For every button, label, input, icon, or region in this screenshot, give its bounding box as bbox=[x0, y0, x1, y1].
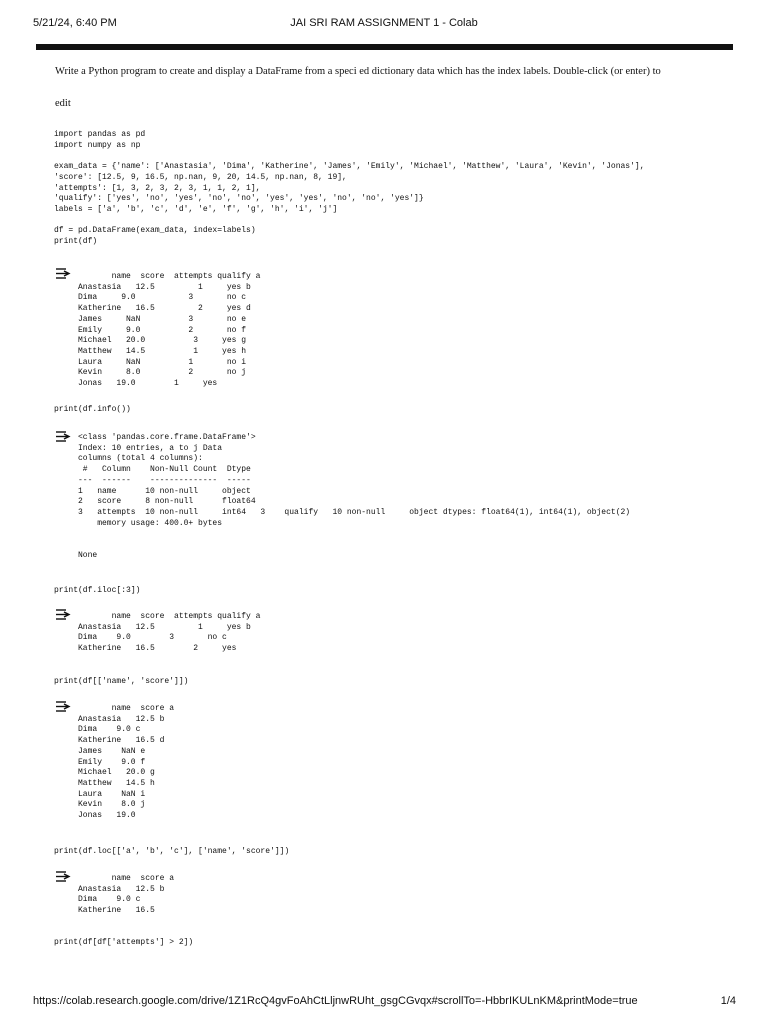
output-toggle-icon[interactable] bbox=[55, 870, 72, 883]
output-info: <class 'pandas.core.frame.DataFrame'> Index: 10 entries, a to j Data columns (total 4 columns): # Column Non-Null Count Dtype --- ------ -------------- ----- 1 name 10 non-null object 2 score 8 non-null float64 3 attempts 10 non-null int64 3 qualify 10 non-null object dtypes: float64(1), int64(1), object(2) memory usage: 400.0+ bytes None bbox=[78, 433, 631, 560]
code-cell-select-columns[interactable]: print(df[['name', 'score']]) bbox=[54, 677, 189, 686]
output-iloc: name score attempts qualify a Anastasia 12.5 1 yes b Dima 9.0 3 no c Katherine 16.5 2 yes bbox=[78, 612, 261, 654]
edit-link[interactable]: edit bbox=[55, 98, 71, 109]
page-number: 1/4 bbox=[720, 995, 736, 1007]
document-title: JAI SRI RAM ASSIGNMENT 1 - Colab bbox=[290, 17, 478, 29]
output-dataframe: name score attempts qualify a Anastasia 12.5 1 yes b Dima 9.0 3 no c Katherine 16.5 2 yes d James NaN 3 no e Emily 9.0 2 no f Michael 20.0 3 yes g Matthew 14.5 1 yes h Laura NaN 1 no i Kevin 8.0 2 no j Jonas 19.0 1 yes bbox=[78, 272, 261, 389]
code-cell-filter-attempts[interactable]: print(df[df['attempts'] > 2]) bbox=[54, 938, 194, 947]
print-datetime: 5/21/24, 6:40 PM bbox=[33, 17, 117, 29]
code-cell-info[interactable]: print(df.info()) bbox=[54, 405, 131, 414]
page-url: https://colab.research.google.com/drive/1Z1RcQ4gvFoAhCtLljnwRUht_gsgCGvqx#scrollTo=-HbbrIKULnKM&printMode=true bbox=[33, 995, 638, 1007]
output-select-columns: name score a Anastasia 12.5 b Dima 9.0 c Katherine 16.5 d James NaN e Emily 9.0 f Michael 20.0 g Matthew 14.5 h Laura NaN i Kevin 8.0 j Jonas 19.0 bbox=[78, 704, 175, 821]
output-toggle-icon[interactable] bbox=[55, 430, 72, 443]
code-cell-iloc[interactable]: print(df.iloc[:3]) bbox=[54, 586, 141, 595]
output-toggle-icon[interactable] bbox=[55, 700, 72, 713]
output-loc: name score a Anastasia 12.5 b Dima 9.0 c Katherine 16.5 bbox=[78, 874, 175, 916]
output-toggle-icon[interactable] bbox=[55, 608, 72, 621]
text-cell: Write a Python program to create and display a DataFrame from a speci ed dictionary data which has the index labels. Double-click (or enter) to bbox=[55, 66, 661, 77]
code-cell-create-dataframe[interactable]: import pandas as pd import numpy as np exam_data = {'name': ['Anastasia', 'Dima', 'Katherine', 'James', 'Emily', 'Michael', 'Matthew', 'Laura', 'Kevin', 'Jonas'], 'score': [12.5, 9, 16.5, np.nan, 9, 20, 14.5, np.nan, 8, 19], 'attempts': [1, 3, 2, 3, 2, 3, 1, 1, 2, 1], 'qualify': ['yes', 'no', 'yes', 'no', 'no', 'yes', 'yes', 'no', 'no', 'yes']} labels = ['a', 'b', 'c', 'd', 'e', 'f', 'g', 'h', 'i', 'j'] df = pd.DataFrame(exam_data, index=labels) print(df) bbox=[54, 130, 645, 247]
output-toggle-icon[interactable] bbox=[55, 267, 72, 280]
code-cell-loc[interactable]: print(df.loc[['a', 'b', 'c'], ['name', 'score']]) bbox=[54, 847, 290, 856]
header-divider bbox=[36, 44, 733, 50]
